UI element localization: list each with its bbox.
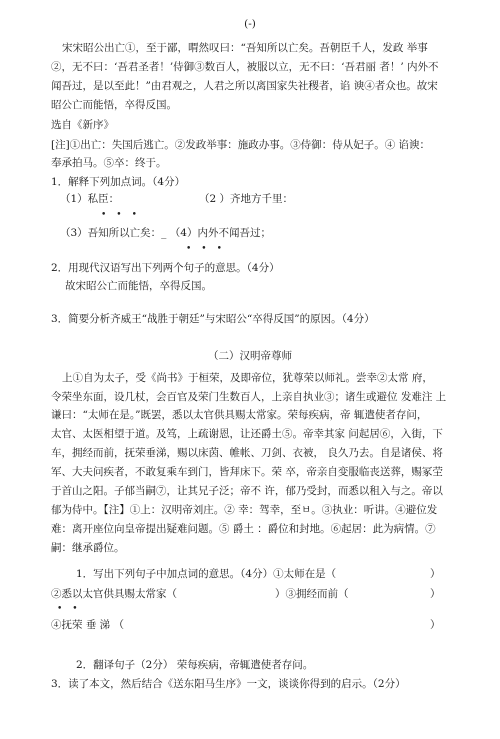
- question2-1-item-4: ④抚荣 垂 涕 （: [51, 619, 125, 631]
- section2-heading: （二）汉明帝尊师: [208, 350, 292, 362]
- question1-1-item-1: （1）私臣：: [60, 193, 120, 205]
- passage2-line-2: 令荣坐东面，设几杖，会百官及荣门生数百人，上亲自执业③；诸生或避位 发难注 上: [51, 391, 447, 403]
- passage1-line-3: 闻吾过，是以至此！”由君观之，人君之所以离国家失社稷者，谄 谀④者众也。故宋: [51, 80, 438, 92]
- question2-2: 2．翻译句子（2分） 荣每疾病，帝辄遣使者存问。: [76, 659, 314, 671]
- question1-1-item-2: （2 ）齐地方千里：: [199, 193, 294, 205]
- passage2-line-4: 太官、太医相望于道。及笃，上疏谢恩，让还爵土⑤。帝幸其家 问起居⑥，入街，下: [51, 428, 443, 440]
- passage1-notes-line-2: 奉承拍马。⑤卒：终于。: [51, 157, 167, 169]
- answer-bracket-close: ）: [430, 619, 441, 631]
- passage2-line-10: 嗣：继承爵位。: [51, 542, 125, 554]
- answer-bracket-close: ）: [430, 588, 441, 600]
- passage1-notes-line-1: [注]①出亡：失国后逃亡。②发政举事：施政办事。③侍御：侍从妃子。④ 谄谀：: [51, 139, 431, 151]
- question1-1-items-3-4: （3）吾知所以亡矣：_ （4）内外不闻吾过；: [60, 227, 271, 239]
- question2-1: 1．写出下列句子中加点词的意思。（4分）①太师在是（: [76, 568, 337, 580]
- passage2-line-1: 上①自为太子，受《尚书》于桓荣，及即帝位，犹尊荣以师礼。尝幸②太常 府，: [62, 372, 433, 384]
- passage2-line-8: 郁为侍中。【注】①上：汉明帝刘庄。② 幸：驾幸，至ㅂ。③执业：听讲。④避位发: [51, 504, 438, 516]
- question2-1-item-2: ②悉以太官供具赐太常家（: [51, 588, 177, 600]
- question2-3: 3．读了本文，然后结合《送东阳马生序》一文，谈谈你得到的启示。（2分）: [51, 678, 406, 690]
- answer-bracket-close: ）: [430, 568, 441, 580]
- passage1-line-2: ②，无不曰：‘吾君圣者！’侍御③数百人，被服以立，无不曰：‘吾君丽 者！’ 内外不: [51, 61, 439, 73]
- question1-2: 2．用现代汉语写出下列两个句子的意思。（4分）: [51, 262, 280, 274]
- passage1-source: 选自《新序》: [51, 119, 114, 131]
- passage1-line-4: 昭公亡而能悟，卒得反国。: [51, 99, 177, 111]
- passage1-line-1: 宋宋昭公出亡①，至于鄙，喟然叹曰：“吾知所以亡矣。吾朝臣千人，发政 举事: [62, 42, 428, 54]
- question1-2-sentence: 故宋昭公亡而能悟，卒得反国。: [65, 280, 212, 292]
- passage2-line-5: 车，拥经而前，抚荣垂涕，赐以床茵、帷帐、刀剑、衣被， 良久乃去。自是诸侯、将: [51, 447, 443, 459]
- passage2-line-3: 谦曰：“太师在是。”既罢，悉以太官供具赐太常家。荣每疾病，帝 辄遣使者存问，: [51, 409, 428, 421]
- question1-1: 1．解释下列加点词。（4分）: [51, 176, 186, 188]
- emphasis-dots: ••: [57, 604, 88, 614]
- emphasis-dots: •••: [186, 244, 232, 254]
- passage2-line-6: 军、大夫问疾者，不敢复乘车到门，皆拜床下。荣 卒，帝亲自变服临丧送葬，赐冢茔: [51, 466, 443, 478]
- passage2-line-9: 难：离开座位向皇帝提出疑难问题。⑤ 爵土 ：爵位和封地。⑥起居：此为病情。⑦: [51, 523, 436, 535]
- question2-1-item-3: ）③拥经而前（: [275, 588, 349, 600]
- question1-3: 3．简要分析齐威王“战胜于朝廷”与宋昭公“卒得反国”的原因。（4分）: [51, 313, 375, 325]
- section1-heading: (-): [244, 18, 256, 30]
- emphasis-dots: •••: [101, 210, 147, 220]
- passage2-line-7: 于首山之阳。子郁当嗣⑦，让其兄子泛；帝不 许，郁乃受封，而悉以租入与之。帝以: [51, 485, 443, 497]
